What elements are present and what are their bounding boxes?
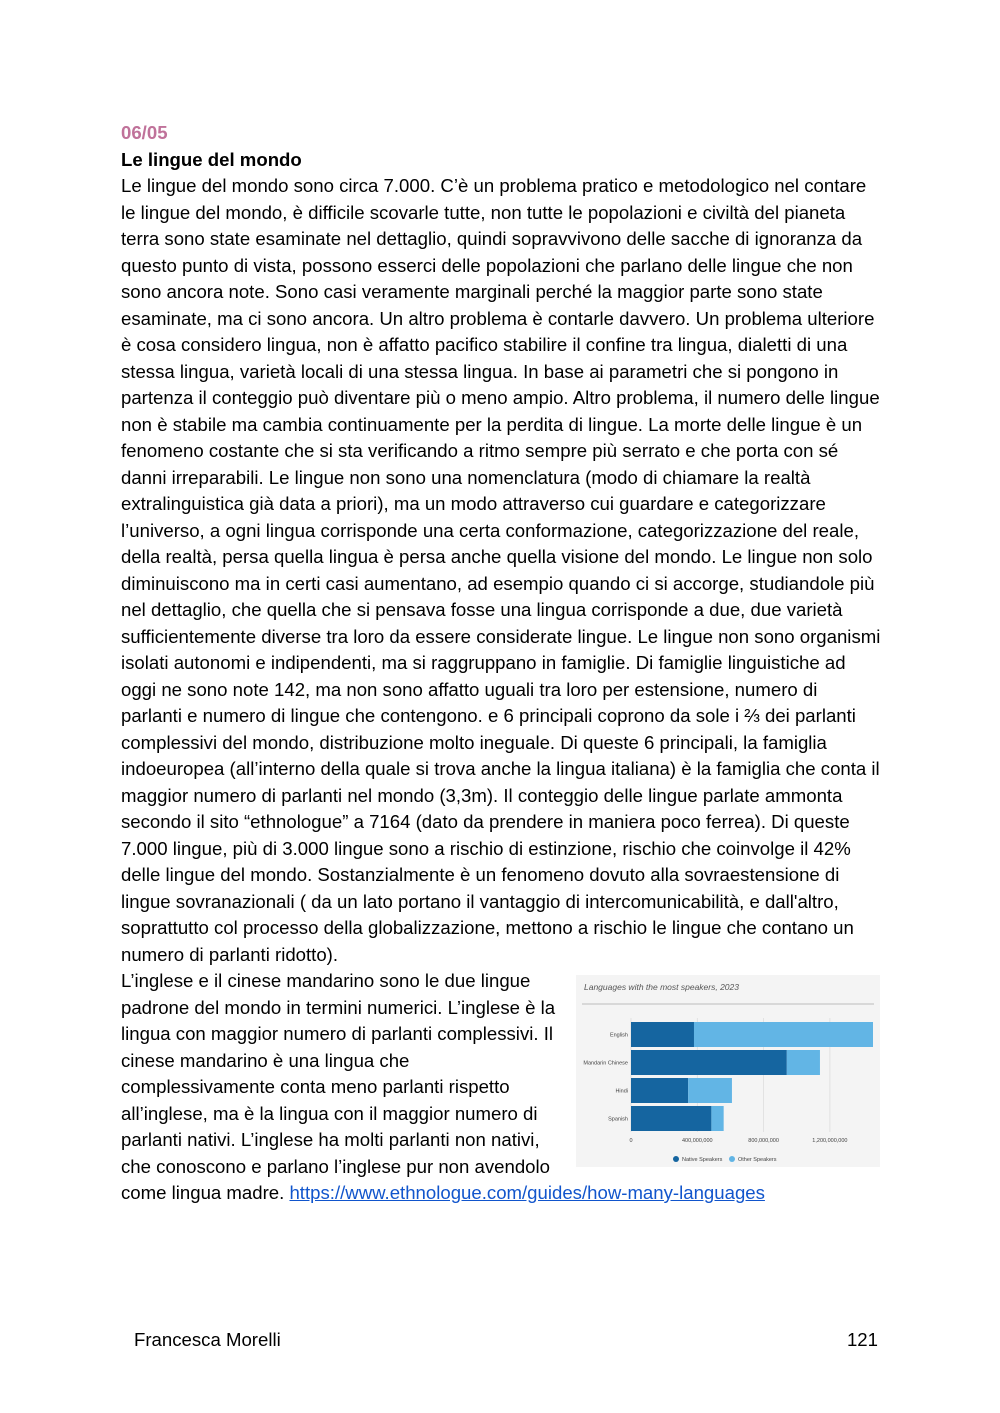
- document-page: [121, 120, 883, 1207]
- bar-1-1: [787, 1050, 820, 1075]
- x-tick-label: 0: [629, 1138, 633, 1144]
- ethnologue-link[interactable]: https://www.ethnologue.com/guides/how-many-languages: [289, 1182, 765, 1203]
- x-tick-label: 400,000,000: [682, 1138, 713, 1144]
- category-label: Hindi: [615, 1088, 628, 1095]
- bar-0-1: [631, 1050, 787, 1075]
- footer-author: Francesca Morelli: [134, 1329, 281, 1350]
- bar-0-2: [631, 1078, 688, 1103]
- chart-svg: [576, 975, 880, 1167]
- chart-title: Languages with the most speakers, 2023: [584, 982, 739, 992]
- bar-1-2: [688, 1078, 732, 1103]
- x-tick-label: 800,000,000: [748, 1138, 779, 1144]
- category-label: English: [609, 1032, 628, 1039]
- legend-label: Other Speakers: [738, 1157, 777, 1163]
- bar-1-3: [711, 1106, 723, 1131]
- section-title: Le lingue del mondo: [121, 148, 302, 170]
- x-tick-label: 1,200,000,000: [812, 1138, 848, 1144]
- legend-swatch: [673, 1156, 679, 1162]
- date-heading: 06/05: [121, 122, 168, 143]
- body-paragraph: Le lingue del mondo sono circa 7.000. C’è un problema pratico e metodologico nel contare le lingue del mondo, è difficile scovarle tutte, non tutte le popolazioni e civiltà del pianeta terra sono state esaminate nel dettaglio, quindi sopravvivono delle sacche di ignoranza da questo punto di vista, possono esserci delle popolazioni che parlano delle lingue che non sono ancora note. Sono casi veramente marginali perché la maggior parte sono state esaminate, ma ci sono ancora. Un altro problema è contarle davvero. Un problema ulteriore è cosa considero lingua, non è affatto pacifico stabilire il confine tra lingua, dialetti di una stessa lingua, varietà locali di una stessa lingua. In base ai parametri che si pongono in partenza il conteggio può diventare più o meno ampio. Altro problema, il numero delle lingue non è stabile ma cambia continuamente per la perdita di lingue. La morte delle lingue è un fenomeno costante che si sta verificando a ritmo sempre più serrato e che porta con sé danni irreparabili. Le lingue non sono una nomenclatura (modo di chiamare la realtà extralinguistica già data a priori), ma un modo attraverso cui guardare e categorizzare l’universo, a ogni lingua corrisponde una certa conformazione, categorizzazione del reale, della realtà, persa quella lingua è persa anche quella visione del mondo. Le lingue non solo diminuiscono ma in certi casi aumentano, ad esempio quando ci si accorge, studiandole più nel dettaglio, che quella che si pensava fosse una lingua corrisponde a due, due varietà sufficientemente diverse tra loro da essere considerate lingue. Le lingue non sono organismi isolati autonomi e indipendenti, ma si raggruppano in famiglie. Di famiglie linguistiche ad oggi ne sono note 142, ma non sono affatto uguali tra loro per estensione, numero di parlanti e numero di lingue che contengono. e 6 principali coprono da sole i ⅔ dei parlanti complessivi del mondo, distribuzione molto ineguale. Di queste 6 principali, la famiglia indoeuropea (all’interno della quale si trova anche la lingua italiana) è la famiglia che conta il maggior numero di parlanti nel mondo (3,3m). Il conteggio delle lingue parlate ammonta secondo il sito “ethnologue” a 7164 (dato da prendere in maniera poco ferrea). Di queste 7.000 lingue, più di 3.000 lingue sono a rischio di estinzione, rischio che coinvolge il 42% delle lingue del mondo. Sostanzialmente è un fenomeno dovuto alla sovraestensione di lingue sovranazionali ( da un lato portano il vantaggio di intercomunicabilità, e dall'altro, soprattutto col processo della globalizzazione, mettono a rischio le lingue che contano un numero di parlanti ridotto).: [121, 175, 881, 965]
- footer-page-number: 121: [846, 1329, 878, 1350]
- wrap-paragraph-text: L’inglese e il cinese mandarino sono le due lingue padrone del mondo in termini numerici. L’inglese è la lingua con maggior numero di parlanti complessivi. Il cinese mandarino è una lingua che complessivamente conta meno parlanti rispetto all’inglese, ma è la lingua con il maggior numero di parlanti nativi. L’inglese ha molti parlanti non nativi, che conoscono e parlano l’inglese pur non avendolo come lingua madre.: [121, 970, 556, 1203]
- legend-swatch: [729, 1156, 735, 1162]
- bar-1-0: [694, 1022, 873, 1047]
- bar-0-0: [631, 1022, 694, 1047]
- bar-0-3: [631, 1106, 711, 1131]
- category-label: Mandarin Chinese: [583, 1060, 628, 1067]
- speakers-chart: [576, 975, 880, 1167]
- category-label: Spanish: [608, 1116, 628, 1123]
- legend-label: Native Speakers: [682, 1157, 723, 1163]
